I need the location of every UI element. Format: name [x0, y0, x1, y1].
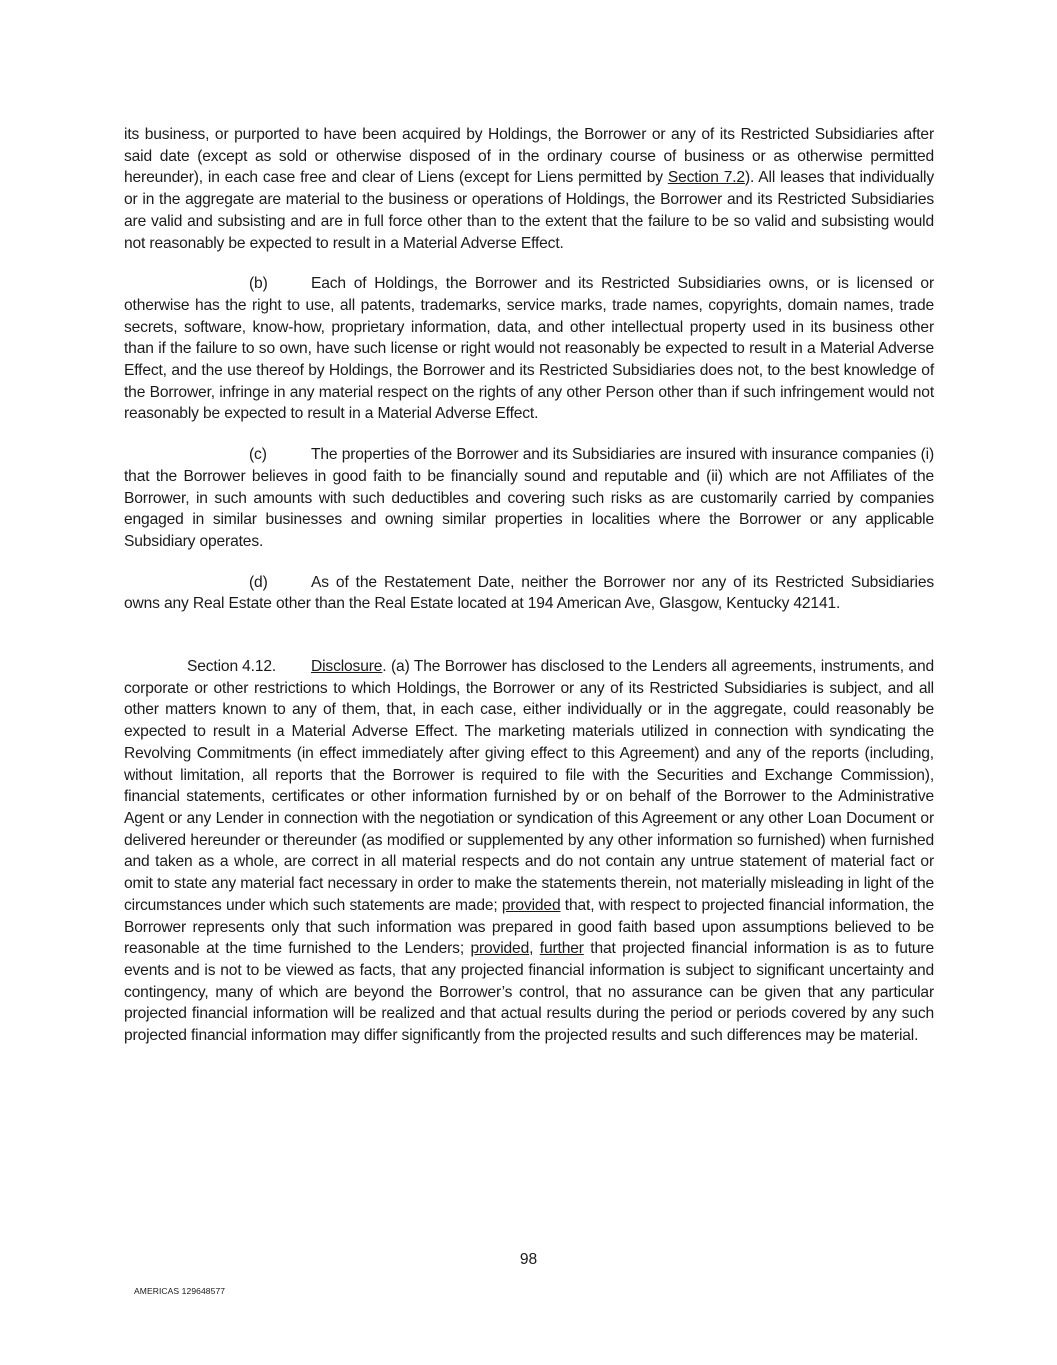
section-number: Section 4.12.: [187, 658, 277, 676]
paragraph-text: ). All leases that individually or in the aggregate are material to the business or operations of Holdings, the Borrower and its Restricted Subsidiaries are valid and subsisting and are in full force other than to the extent that the failure to be so valid and subsisting would not reasonably be expected to result in a Material Adverse Effect.: [124, 169, 935, 252]
defined-term-further: further: [539, 940, 584, 958]
section-text: . (a) The Borrower has disclosed to the Lenders all agreements, instruments, and corporate or other restrictions to which Holdings, the Borrower or any of its Restricted Subsidiaries is subject, and all other matters known to any of them, that, in each case, either individually or in the aggregate, could reasonably be expected to result in a Material Adverse Effect. The marketing materials utilized in connection with syndicating the Revolving Commitments (in effect immediately after giving effect to this Agreement) and any of the reports (including, without limitation, all reports that the Borrower is required to file with the Securities and Exchange Commission), financial statements, certificates or other information furnished by or on behalf of the Borrower to the Administrative Agent or any Lender in connection with the negotiation or syndication of this Agreement or any other Loan Document or delivered hereunder or thereunder (as modified or supplemented by any other information so furnished) when furnished and taken as a whole, are correct in all material respects and do not contain any untrue statement of material fact or omit to state any material fact necessary in order to make the statements therein, not materially misleading in light of the circumstances under which such statements are made;: [124, 658, 934, 914]
clause-text: The properties of the Borrower and its Subsidiaries are insured with insurance companies (i) that the Borrower believes in good faith to be financially sound and reputable and (ii) which are not Affiliates of the Borrower, in such amounts with such deductibles and covering such risks as are customarily carried by companies engaged in similar businesses and owning similar properties in localities where the Borrower or any applicable Subsidiary operates.: [124, 446, 934, 550]
clause-b: [124, 273, 934, 425]
section-text: that, with respect to projected financial information, the Borrower represents only that such information was prepared in good faith based upon assumptions believed to be reasonable at the time furnished to the Lenders;: [124, 896, 934, 958]
clause-text: Each of Holdings, the Borrower and its Restricted Subsidiaries owns, or is licensed or otherwise has the right to use, all patents, trademarks, service marks, trade names, copyrights, domain names, trade secrets, software, know-how, proprietary information, data, and other intellectual property used in its business other than if the failure to so own, have such license or right would not reasonably be expected to result in a Material Adverse Effect, and the use thereof by Holdings, the Borrower and its Restricted Subsidiaries does not, to the best knowledge of the Borrower, infringe in any material respect on the rights of any other Person other than if such infringement would not reasonably be expected to result in a Material Adverse Effect.: [124, 275, 934, 423]
page-number: 98: [519, 1251, 538, 1268]
section-4-12: [124, 656, 934, 1047]
paragraph-text: its business, or purported to have been acquired by Holdings, the Borrower or any of its Restricted Subsidiaries after said date (except as sold or otherwise disposed of in the ordinary course of business or as otherwise permitted hereunder), in each case free and clear of Liens (except for Liens permitted by: [124, 126, 934, 187]
defined-term-provided: provided: [470, 940, 530, 958]
paragraph-continuation: [124, 124, 934, 254]
clause-text: As of the Restatement Date, neither the Borrower nor any of its Restricted Subsidiaries owns any Real Estate other than the Real Estate located at 194 American Ave, Glasgow, Kentucky 42141.: [124, 573, 934, 613]
section-heading: Disclosure: [311, 658, 383, 676]
document-body: [124, 124, 934, 1047]
clause-c: [124, 444, 934, 553]
clause-d: [124, 572, 934, 615]
section-text: ,: [529, 940, 540, 958]
section-text: that projected financial information is as to future events and is not to be viewed as facts, that any projected financial information is subject to significant uncertainty and contingency, many of which are beyond the Borrower’s control, that no assurance can be given that any particular projected financial information will be realized and that actual results during the period or periods covered by any such projected financial information may differ significantly from the projected results and such differences may be material.: [124, 940, 934, 1045]
defined-term-provided: provided: [501, 896, 561, 914]
section-cross-reference: Section 7.2: [667, 169, 745, 187]
document-id: AMERICAS 129648577: [134, 1286, 226, 1296]
clause-label: (d): [249, 573, 268, 591]
clause-label: (c): [249, 446, 267, 464]
clause-label: (b): [249, 275, 268, 293]
